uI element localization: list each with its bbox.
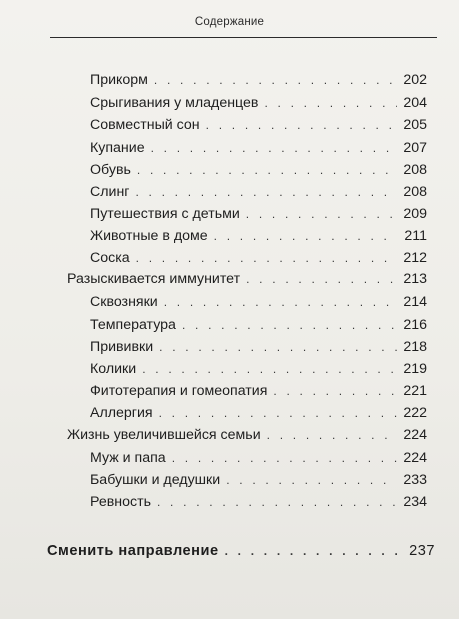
toc-entry bbox=[90, 161, 427, 179]
dot-leader bbox=[136, 249, 397, 267]
dot-leader bbox=[267, 426, 397, 444]
toc-entry-title: Ревность bbox=[90, 494, 151, 510]
toc-entry bbox=[90, 139, 427, 157]
toc-entry-page: 211 bbox=[404, 228, 427, 244]
toc-entry-title: Прикорм bbox=[90, 72, 148, 88]
toc-entry-title: Бабушки и дедушки bbox=[90, 472, 221, 488]
toc-section bbox=[67, 270, 427, 288]
dot-leader bbox=[264, 94, 397, 112]
dot-leader bbox=[206, 116, 397, 134]
toc-entry bbox=[90, 449, 427, 467]
toc-entry-page: 202 bbox=[403, 72, 427, 88]
dot-leader bbox=[164, 293, 397, 311]
dot-leader bbox=[151, 139, 397, 157]
dot-leader bbox=[182, 316, 397, 334]
dot-leader bbox=[142, 360, 397, 378]
toc-entry bbox=[90, 227, 427, 245]
toc-entry-page: 205 bbox=[403, 117, 427, 133]
toc-entry bbox=[90, 493, 427, 511]
toc-entry bbox=[90, 183, 427, 201]
toc-entry-page: 209 bbox=[403, 206, 427, 222]
toc-entry bbox=[90, 249, 427, 267]
toc-entry-title: Муж и папа bbox=[90, 450, 166, 466]
toc-entry bbox=[90, 360, 427, 378]
toc-entry-title: Аллергия bbox=[90, 405, 153, 421]
toc-entry bbox=[90, 205, 427, 223]
dot-leader bbox=[135, 183, 397, 201]
toc-entry-title: Соска bbox=[90, 250, 130, 266]
toc-part bbox=[47, 542, 435, 560]
toc-entry-page: 214 bbox=[403, 294, 427, 310]
toc-entry bbox=[90, 316, 427, 334]
dot-leader bbox=[159, 338, 397, 356]
dot-leader bbox=[226, 471, 397, 489]
toc-part-page: 237 bbox=[409, 543, 435, 559]
toc-entry-page: 224 bbox=[403, 450, 427, 466]
toc-entry-title: Срыгивания у младенцев bbox=[90, 95, 259, 111]
toc-entry-page: 221 bbox=[403, 383, 427, 399]
toc-entry bbox=[90, 71, 427, 89]
toc-entry-page: 208 bbox=[403, 162, 427, 178]
toc-entry bbox=[90, 338, 427, 356]
toc-entry-title: Купание bbox=[90, 140, 145, 156]
dot-leader bbox=[172, 449, 397, 467]
toc-entry bbox=[90, 471, 427, 489]
toc-entry-title: Колики bbox=[90, 361, 137, 377]
dot-leader bbox=[157, 493, 397, 511]
toc-entry-title: Путешествия с детьми bbox=[90, 206, 240, 222]
toc-entry-page: 222 bbox=[403, 405, 427, 421]
toc-entry-page: 219 bbox=[403, 361, 427, 377]
dot-leader bbox=[273, 382, 397, 400]
toc-entry-page: 204 bbox=[403, 95, 427, 111]
toc-entry-title: Сквозняки bbox=[90, 294, 158, 310]
toc-entry bbox=[90, 382, 427, 400]
dot-leader bbox=[137, 161, 397, 179]
toc-entry bbox=[90, 94, 427, 112]
toc-entry-title: Температура bbox=[90, 317, 176, 333]
toc-entry-title: Совместный сон bbox=[90, 117, 200, 133]
toc-part-title: Сменить направление bbox=[47, 543, 219, 559]
dot-leader bbox=[154, 71, 397, 89]
dot-leader bbox=[246, 205, 397, 223]
dot-leader bbox=[246, 270, 397, 288]
toc-entry-page: 234 bbox=[403, 494, 427, 510]
toc-entry-title: Слинг bbox=[90, 184, 130, 200]
dot-leader bbox=[214, 227, 397, 245]
toc-entry-page: 212 bbox=[403, 250, 427, 266]
toc-entry-page: 218 bbox=[403, 339, 427, 355]
dot-leader bbox=[225, 542, 405, 560]
toc-entry-page: 208 bbox=[403, 184, 427, 200]
toc-entry-title: Животные в доме bbox=[90, 228, 208, 244]
toc-entry-title: Фитотерапия и гомеопатия bbox=[90, 383, 268, 399]
toc-section-page: 213 bbox=[403, 271, 427, 287]
toc-entry-title: Прививки bbox=[90, 339, 154, 355]
toc-entry-page: 233 bbox=[403, 472, 427, 488]
toc-section-page: 224 bbox=[403, 427, 427, 443]
toc-entry bbox=[90, 404, 427, 422]
toc-entry-title: Обувь bbox=[90, 162, 131, 178]
toc-entry-page: 207 bbox=[403, 140, 427, 156]
running-head: Содержание bbox=[194, 16, 265, 28]
toc-entry bbox=[90, 293, 427, 311]
dot-leader bbox=[159, 404, 397, 422]
toc-section-title: Разыскивается иммунитет bbox=[67, 271, 241, 287]
toc-entry bbox=[90, 116, 427, 134]
toc-section bbox=[67, 426, 427, 444]
toc-section-title: Жизнь увеличившейся семьи bbox=[67, 427, 261, 443]
toc-entry-page: 216 bbox=[403, 317, 427, 333]
